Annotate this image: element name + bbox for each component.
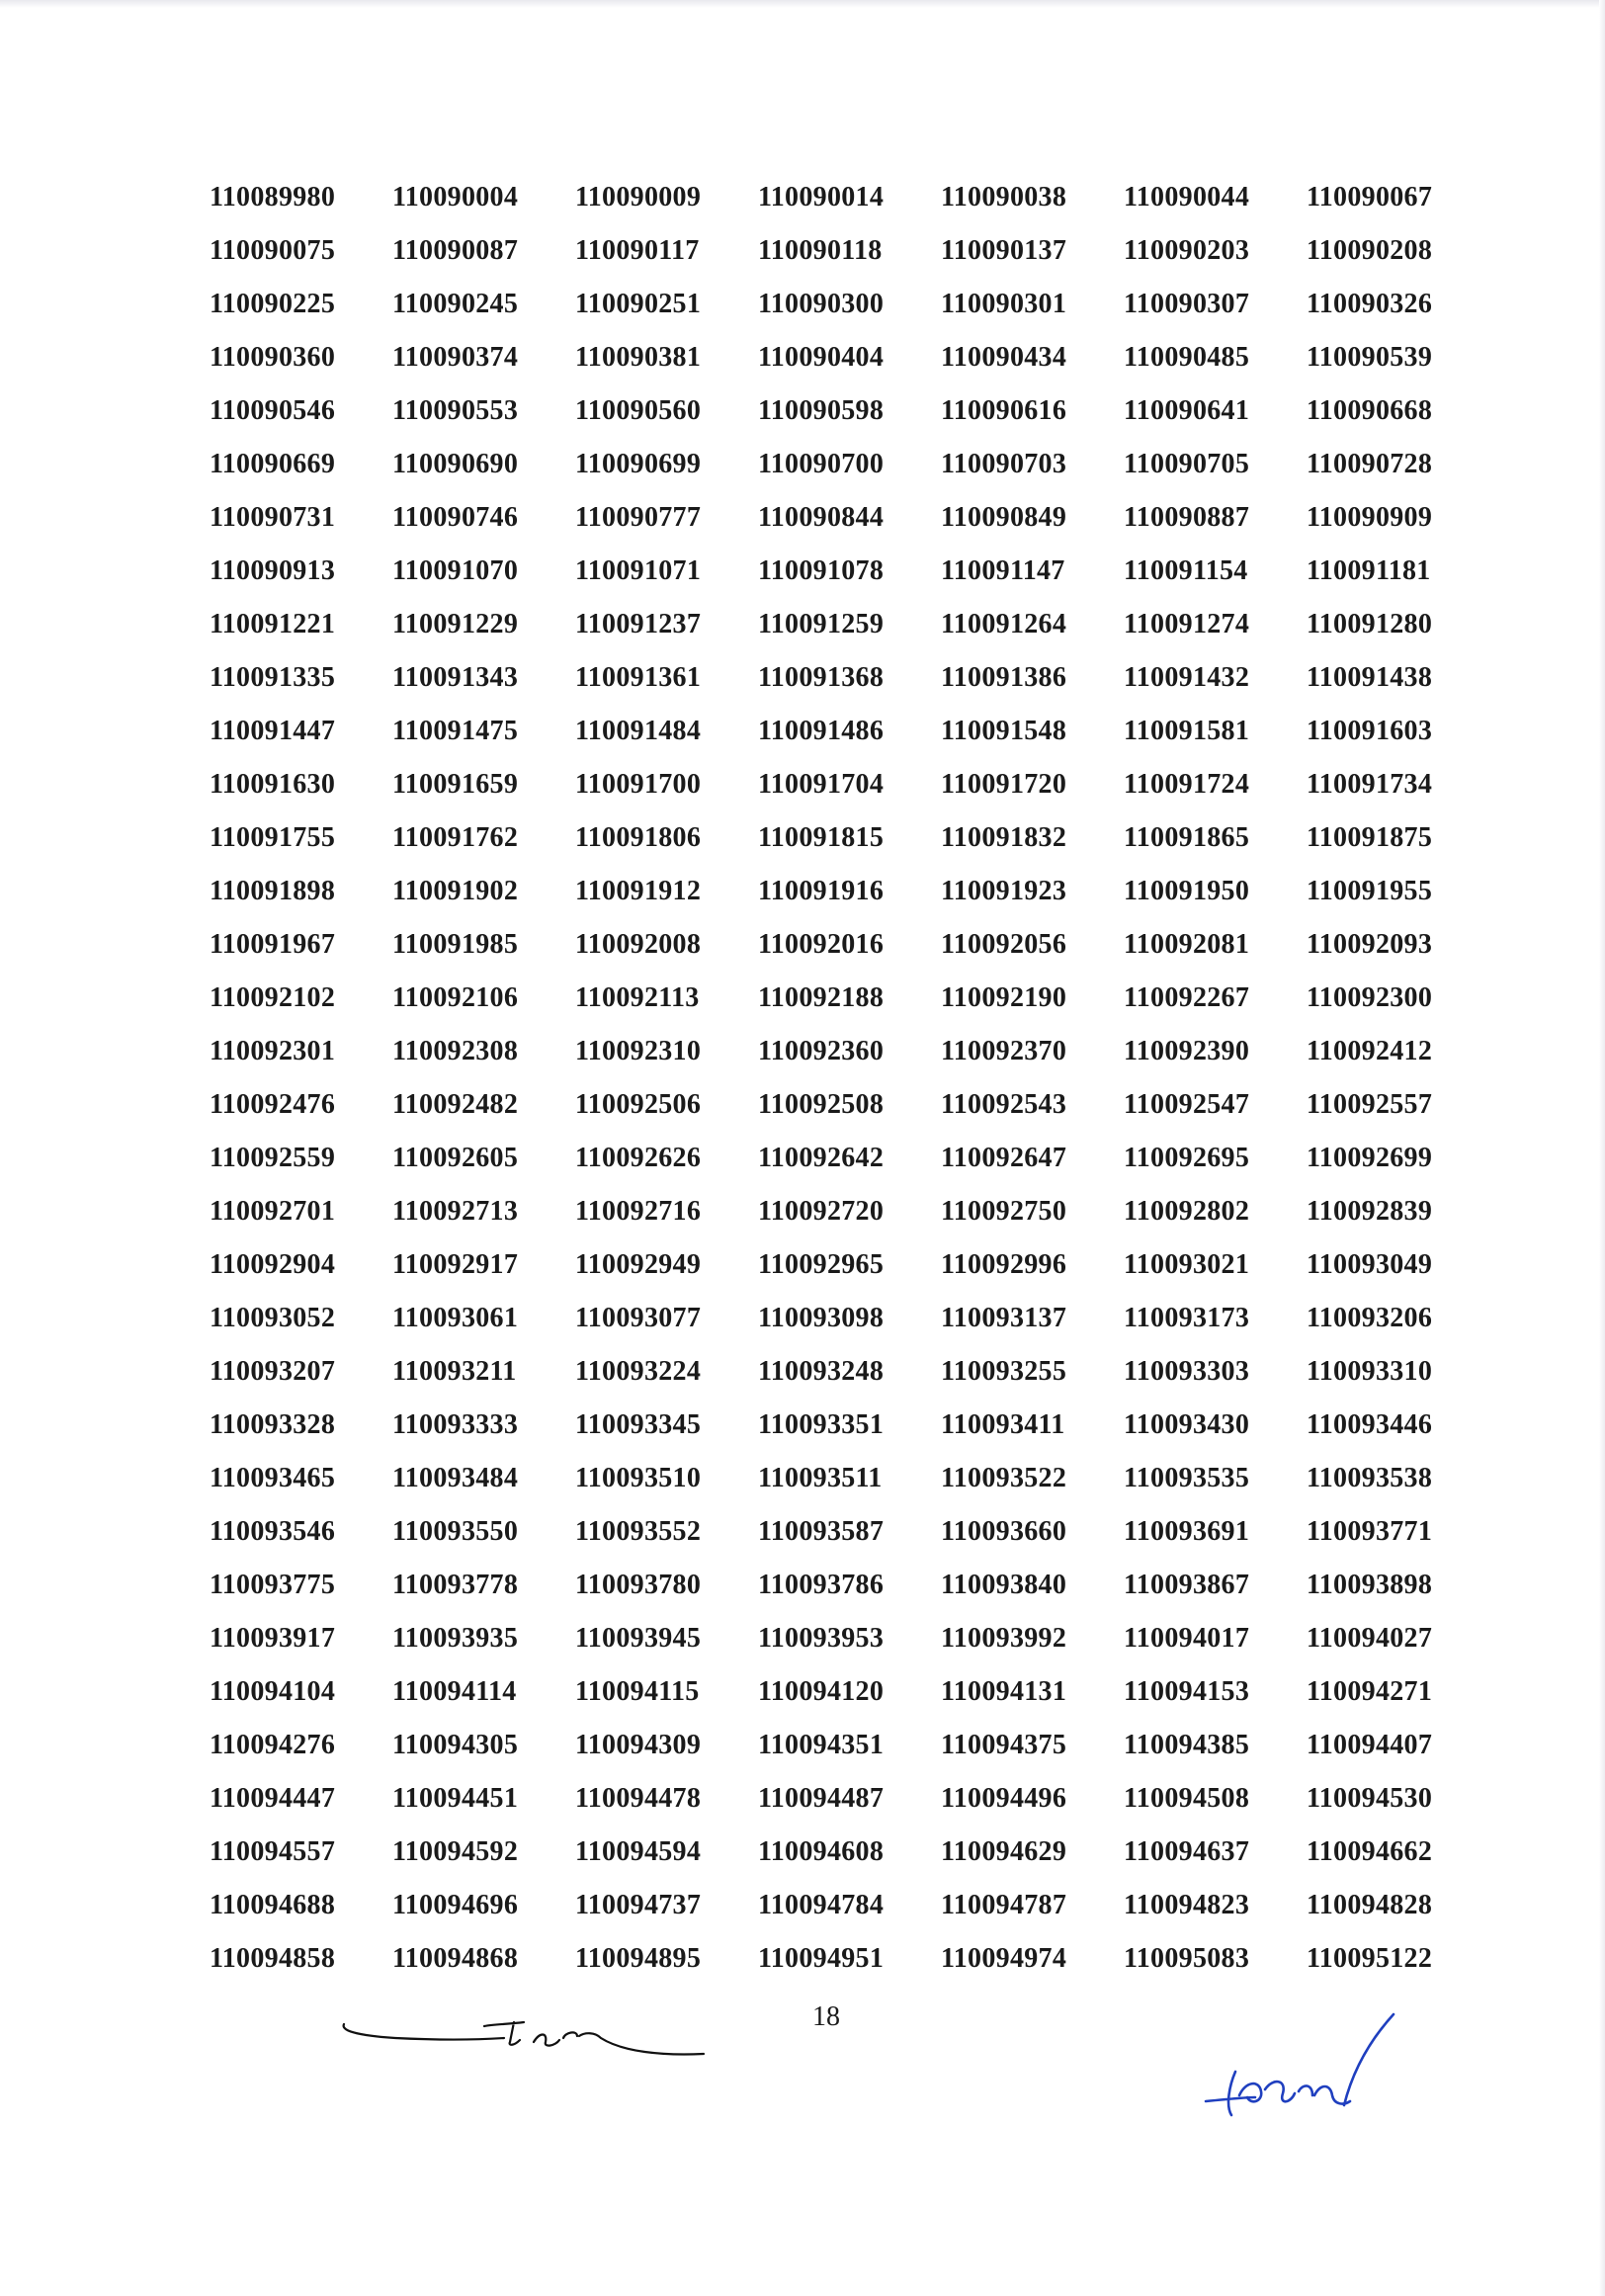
table-cell: 110092543	[941, 1089, 1067, 1120]
table-cell: 110091070	[392, 555, 519, 586]
table-cell: 110090014	[758, 182, 885, 213]
table-cell: 110092093	[1307, 929, 1433, 960]
table-cell: 110090208	[1307, 235, 1433, 266]
table-cell: 110093049	[1307, 1249, 1433, 1280]
table-cell: 110091902	[392, 876, 519, 906]
table-cell: 110092647	[941, 1143, 1067, 1173]
table-cell: 110091386	[941, 662, 1067, 693]
table-cell: 110092016	[758, 929, 885, 960]
table-cell: 110090203	[1124, 235, 1250, 266]
table-cell: 110092267	[1124, 982, 1250, 1013]
table-cell: 110090067	[1307, 182, 1433, 213]
table-cell: 110093098	[758, 1303, 885, 1333]
table-cell: 110089980	[210, 182, 336, 213]
table-cell: 110093484	[392, 1463, 519, 1493]
table-cell: 110093351	[758, 1409, 885, 1440]
table-cell: 110090728	[1307, 449, 1433, 479]
scan-edge	[1599, 0, 1605, 2296]
table-cell: 110092720	[758, 1196, 885, 1227]
table-cell: 110090117	[575, 235, 700, 266]
table-cell: 110090731	[210, 502, 336, 533]
table-cell: 110090245	[392, 289, 519, 319]
table-cell: 110090044	[1124, 182, 1250, 213]
table-cell: 110093771	[1307, 1516, 1433, 1547]
table-cell: 110093021	[1124, 1249, 1250, 1280]
table-cell: 110093935	[392, 1623, 519, 1654]
table-cell: 110091832	[941, 822, 1067, 853]
table-cell: 110090404	[758, 342, 885, 373]
table-cell: 110091221	[210, 609, 336, 639]
table-cell: 110093211	[392, 1356, 517, 1387]
table-cell: 110090777	[575, 502, 702, 533]
table-cell: 110094131	[941, 1676, 1067, 1707]
table-cell: 110094608	[758, 1836, 885, 1867]
table-cell: 110092056	[941, 929, 1067, 960]
table-cell: 110090326	[1307, 289, 1433, 319]
table-cell: 110094447	[210, 1783, 336, 1814]
table-cell: 110093224	[575, 1356, 702, 1387]
table-cell: 110093992	[941, 1623, 1067, 1654]
table-cell: 110092308	[392, 1036, 519, 1066]
table-cell: 110092412	[1307, 1036, 1433, 1066]
table-cell: 110091865	[1124, 822, 1250, 853]
table-cell: 110093465	[210, 1463, 336, 1493]
table-cell: 110093345	[575, 1409, 702, 1440]
table-cell: 110091368	[758, 662, 885, 693]
table-cell: 110091912	[575, 876, 702, 906]
table-cell: 110090616	[941, 395, 1067, 426]
table-cell: 110093173	[1124, 1303, 1250, 1333]
table-cell: 110094104	[210, 1676, 336, 1707]
table-cell: 110094951	[758, 1943, 885, 1974]
table-cell: 110092559	[210, 1143, 336, 1173]
table-cell: 110092695	[1124, 1143, 1250, 1173]
table-cell: 110092699	[1307, 1143, 1433, 1173]
table-cell: 110091724	[1124, 769, 1250, 800]
table-cell: 110094309	[575, 1730, 702, 1760]
table-cell: 110093587	[758, 1516, 885, 1547]
table-cell: 110091438	[1307, 662, 1433, 693]
table-cell: 110091181	[1307, 555, 1431, 586]
table-cell: 110091967	[210, 929, 336, 960]
table-cell: 110090703	[941, 449, 1067, 479]
table-cell: 110092370	[941, 1036, 1067, 1066]
table-cell: 110092301	[210, 1036, 336, 1066]
table-cell: 110092310	[575, 1036, 702, 1066]
table-cell: 110094868	[392, 1943, 519, 1974]
table-cell: 110090705	[1124, 449, 1250, 479]
table-cell: 110094557	[210, 1836, 336, 1867]
table-cell: 110092506	[575, 1089, 702, 1120]
table-cell: 110094351	[758, 1730, 885, 1760]
table-cell: 110091955	[1307, 876, 1433, 906]
table-cell: 110091484	[575, 716, 702, 746]
table-cell: 110091762	[392, 822, 519, 853]
table-cell: 110094696	[392, 1890, 519, 1920]
table-cell: 110091704	[758, 769, 885, 800]
table-cell: 110094828	[1307, 1890, 1433, 1920]
table-cell: 110093780	[575, 1570, 702, 1600]
table-cell: 110093411	[941, 1409, 1065, 1440]
table-cell: 110094487	[758, 1783, 885, 1814]
table-cell: 110092390	[1124, 1036, 1250, 1066]
table-cell: 110091603	[1307, 716, 1433, 746]
table-cell: 110091700	[575, 769, 702, 800]
table-cell: 110093550	[392, 1516, 519, 1547]
table-cell: 110093206	[1307, 1303, 1433, 1333]
scan-edge	[0, 0, 1605, 8]
table-cell: 110094496	[941, 1783, 1067, 1814]
table-cell: 110091361	[575, 662, 702, 693]
table-cell: 110091815	[758, 822, 885, 853]
table-cell: 110092190	[941, 982, 1067, 1013]
table-cell: 110093248	[758, 1356, 885, 1387]
table-cell: 110094478	[575, 1783, 702, 1814]
table-cell: 110092482	[392, 1089, 519, 1120]
table-cell: 110091147	[941, 555, 1065, 586]
table-cell: 110091447	[210, 716, 336, 746]
table-cell: 110091898	[210, 876, 336, 906]
table-cell: 110093333	[392, 1409, 519, 1440]
table-cell: 110090374	[392, 342, 519, 373]
table-cell: 110093061	[392, 1303, 519, 1333]
table-cell: 110093511	[758, 1463, 883, 1493]
table-cell: 110095083	[1124, 1943, 1250, 1974]
table-cell: 110092996	[941, 1249, 1067, 1280]
table-cell: 110094407	[1307, 1730, 1433, 1760]
table-cell: 110091237	[575, 609, 702, 639]
table-cell: 110093660	[941, 1516, 1067, 1547]
table-cell: 110092547	[1124, 1089, 1250, 1120]
table-cell: 110094787	[941, 1890, 1067, 1920]
table-cell: 110090844	[758, 502, 885, 533]
table-cell: 110090553	[392, 395, 519, 426]
table-cell: 110092839	[1307, 1196, 1433, 1227]
table-cell: 110091950	[1124, 876, 1250, 906]
table-cell: 110091335	[210, 662, 336, 693]
table-cell: 110090118	[758, 235, 883, 266]
table-cell: 110090251	[575, 289, 702, 319]
table-cell: 110093255	[941, 1356, 1067, 1387]
table-cell: 110093778	[392, 1570, 519, 1600]
table-cell: 110090849	[941, 502, 1067, 533]
table-cell: 110090539	[1307, 342, 1433, 373]
table-cell: 110091923	[941, 876, 1067, 906]
table-cell: 110090560	[575, 395, 702, 426]
table-cell: 110094153	[1124, 1676, 1250, 1707]
table-cell: 110093691	[1124, 1516, 1250, 1547]
table-cell: 110095122	[1307, 1943, 1433, 1974]
table-cell: 110092713	[392, 1196, 519, 1227]
table-cell: 110093207	[210, 1356, 336, 1387]
table-cell: 110090699	[575, 449, 702, 479]
table-cell: 110091343	[392, 662, 519, 693]
table-cell: 110090307	[1124, 289, 1250, 319]
table-cell: 110093137	[941, 1303, 1067, 1333]
table-cell: 110090434	[941, 342, 1067, 373]
table-cell: 110093510	[575, 1463, 702, 1493]
table-cell: 110091720	[941, 769, 1067, 800]
table-cell: 110091659	[392, 769, 519, 800]
table-cell: 110094017	[1124, 1623, 1250, 1654]
table-cell: 110090009	[575, 182, 702, 213]
table-cell: 110094974	[941, 1943, 1067, 1974]
table-cell: 110090746	[392, 502, 519, 533]
table-cell: 110090909	[1307, 502, 1433, 533]
table-cell: 110090381	[575, 342, 702, 373]
table-cell: 110094637	[1124, 1836, 1250, 1867]
table-cell: 110093077	[575, 1303, 702, 1333]
table-cell: 110092188	[758, 982, 885, 1013]
table-cell: 110094276	[210, 1730, 336, 1760]
table-cell: 110092701	[210, 1196, 336, 1227]
table-cell: 110094451	[392, 1783, 519, 1814]
table-cell: 110093430	[1124, 1409, 1250, 1440]
table-cell: 110091274	[1124, 609, 1250, 639]
table-cell: 110094737	[575, 1890, 702, 1920]
table-cell: 110091432	[1124, 662, 1250, 693]
table-cell: 110094662	[1307, 1836, 1433, 1867]
table-cell: 110094895	[575, 1943, 702, 1974]
table-cell: 110090225	[210, 289, 336, 319]
table-cell: 110092557	[1307, 1089, 1433, 1120]
table-cell: 110093052	[210, 1303, 336, 1333]
table-cell: 110091916	[758, 876, 885, 906]
table-cell: 110092965	[758, 1249, 885, 1280]
table-cell: 110093840	[941, 1570, 1067, 1600]
table-cell: 110093552	[575, 1516, 702, 1547]
table-cell: 110092102	[210, 982, 336, 1013]
table-cell: 110090360	[210, 342, 336, 373]
table-cell: 110094688	[210, 1890, 336, 1920]
table-cell: 110094120	[758, 1676, 885, 1707]
table-cell: 110094385	[1124, 1730, 1250, 1760]
table-cell: 110091755	[210, 822, 336, 853]
table-cell: 110093310	[1307, 1356, 1433, 1387]
table-cell: 110094114	[392, 1676, 517, 1707]
table-cell: 110090598	[758, 395, 885, 426]
table-cell: 110093522	[941, 1463, 1067, 1493]
table-cell: 110093446	[1307, 1409, 1433, 1440]
table-cell: 110091280	[1307, 609, 1433, 639]
table-cell: 110094823	[1124, 1890, 1250, 1920]
table-cell: 110093546	[210, 1516, 336, 1547]
table-cell: 110092642	[758, 1143, 885, 1173]
table-cell: 110093898	[1307, 1570, 1433, 1600]
table-cell: 110090546	[210, 395, 336, 426]
table-cell: 110091985	[392, 929, 519, 960]
table-cell: 110090300	[758, 289, 885, 319]
table-cell: 110092750	[941, 1196, 1067, 1227]
table-cell: 110092904	[210, 1249, 336, 1280]
table-cell: 110091630	[210, 769, 336, 800]
table-cell: 110090004	[392, 182, 519, 213]
table-cell: 110090700	[758, 449, 885, 479]
table-cell: 110093775	[210, 1570, 336, 1600]
table-cell: 110094858	[210, 1943, 336, 1974]
roll-number-table	[210, 180, 1494, 1995]
table-cell: 110090641	[1124, 395, 1250, 426]
table-cell: 110091071	[575, 555, 702, 586]
table-cell: 110091475	[392, 716, 519, 746]
table-cell: 110092300	[1307, 982, 1433, 1013]
table-cell: 110090301	[941, 289, 1067, 319]
table-cell: 110094508	[1124, 1783, 1250, 1814]
table-cell: 110094629	[941, 1836, 1067, 1867]
page-number: 18	[812, 2001, 840, 2032]
table-cell: 110092008	[575, 929, 702, 960]
table-cell: 110091734	[1307, 769, 1433, 800]
table-cell: 110093917	[210, 1623, 336, 1654]
table-cell: 110090075	[210, 235, 336, 266]
table-cell: 110090485	[1124, 342, 1250, 373]
table-cell: 110092949	[575, 1249, 702, 1280]
table-cell: 110092626	[575, 1143, 702, 1173]
table-cell: 110092605	[392, 1143, 519, 1173]
table-cell: 110094271	[1307, 1676, 1433, 1707]
signature-right-icon	[1196, 2006, 1413, 2135]
table-cell: 110091581	[1124, 716, 1250, 746]
table-cell: 110091259	[758, 609, 885, 639]
table-cell: 110092081	[1124, 929, 1250, 960]
table-cell: 110092917	[392, 1249, 519, 1280]
table-cell: 110094375	[941, 1730, 1067, 1760]
table-cell: 110094115	[575, 1676, 700, 1707]
table-cell: 110090038	[941, 182, 1067, 213]
table-cell: 110094027	[1307, 1623, 1433, 1654]
table-cell: 110090087	[392, 235, 519, 266]
table-cell: 110094594	[575, 1836, 702, 1867]
table-cell: 110090690	[392, 449, 519, 479]
table-cell: 110092508	[758, 1089, 885, 1120]
table-cell: 110092113	[575, 982, 700, 1013]
table-cell: 110092802	[1124, 1196, 1250, 1227]
table-cell: 110093953	[758, 1623, 885, 1654]
table-cell: 110093303	[1124, 1356, 1250, 1387]
table-cell: 110094305	[392, 1730, 519, 1760]
table-cell: 110092716	[575, 1196, 702, 1227]
table-cell: 110092106	[392, 982, 519, 1013]
table-cell: 110090887	[1124, 502, 1250, 533]
table-cell: 110093945	[575, 1623, 702, 1654]
table-cell: 110093328	[210, 1409, 336, 1440]
table-cell: 110091229	[392, 609, 519, 639]
table-cell: 110093538	[1307, 1463, 1433, 1493]
table-cell: 110091806	[575, 822, 702, 853]
table-cell: 110090137	[941, 235, 1067, 266]
table-cell: 110094592	[392, 1836, 519, 1867]
table-cell: 110094530	[1307, 1783, 1433, 1814]
table-cell: 110092476	[210, 1089, 336, 1120]
table-cell: 110090913	[210, 555, 336, 586]
table-cell: 110094784	[758, 1890, 885, 1920]
table-cell: 110093867	[1124, 1570, 1250, 1600]
table-cell: 110091875	[1307, 822, 1433, 853]
table-cell: 110093535	[1124, 1463, 1250, 1493]
table-cell: 110090668	[1307, 395, 1433, 426]
table-cell: 110091486	[758, 716, 885, 746]
table-cell: 110093786	[758, 1570, 885, 1600]
signature-left-icon	[336, 2002, 712, 2082]
table-cell: 110091078	[758, 555, 885, 586]
table-cell: 110092360	[758, 1036, 885, 1066]
table-cell: 110091154	[1124, 555, 1248, 586]
table-cell: 110091264	[941, 609, 1067, 639]
table-cell: 110090669	[210, 449, 336, 479]
table-cell: 110091548	[941, 716, 1067, 746]
